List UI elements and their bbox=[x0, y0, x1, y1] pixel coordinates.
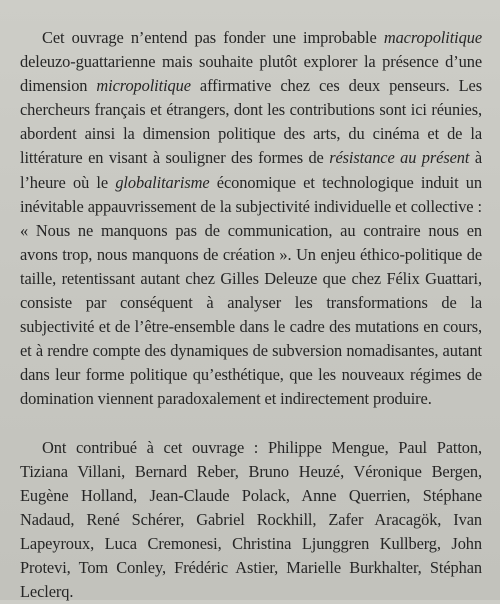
text-run: Cet ouvrage n’entend pas fonder une improbable bbox=[42, 28, 384, 47]
italic-term-micropolitique: micropolitique bbox=[96, 76, 191, 95]
description-paragraph bbox=[20, 26, 482, 412]
text-run: à l’heure où le bbox=[20, 148, 482, 191]
text-run: économique et technologique induit un inévitable appauvrissement de la subjectivité individuelle et collective : « Nous ne manquons pas de communication, au contraire nous en avons trop, nous manquons de création ». Un enjeu éthico-politique de taille, retentissant autant chez Gilles Deleuze que chez Félix Guattari, consiste par conséquent à analyser les transformations de la subjectivité et de l’être-ensemble dans le cadre des mutations en cours, et à rendre compte des dynamiques de subversion nomadisantes, autant dans leur forme politique qu’esthétique, que les nouveaux régimes de domination viennent paradoxalement et indirectement produire. bbox=[20, 173, 482, 409]
italic-term-resistance: résistance au présent bbox=[329, 148, 469, 167]
text-run: affirmative chez ces deux penseurs. Les chercheurs français et étrangers, dont les contributions sont ici réunies, abordent ainsi la dimension politique des arts, du cinéma et de la littérature en visant à souligner des formes de bbox=[20, 76, 482, 167]
text-run: deleuzo-guattarienne mais souhaite plutôt explorer la présence d’une dimension bbox=[20, 52, 482, 95]
contributors-paragraph: Ont contribué à cet ouvrage : Philippe Mengue, Paul Patton, Tiziana Villani, Bernard Reber, Bruno Heuzé, Véronique Bergen, Eugène Holland, Jean-Claude Polack, Anne Querrien, Stéphane Nadaud, René Schérer, Gabriel Rockhill, Zafer Aracagök, Ivan Lapeyroux, Luca Cremonesi, Christina Ljunggren Kullberg, John Protevi, Tom Conley, Frédéric Astier, Marielle Burkhalter, Stéphan Leclerq. bbox=[20, 436, 482, 604]
italic-term-macropolitique: macropolitique bbox=[384, 28, 482, 47]
italic-term-globalitarisme: globalitarisme bbox=[115, 173, 209, 192]
